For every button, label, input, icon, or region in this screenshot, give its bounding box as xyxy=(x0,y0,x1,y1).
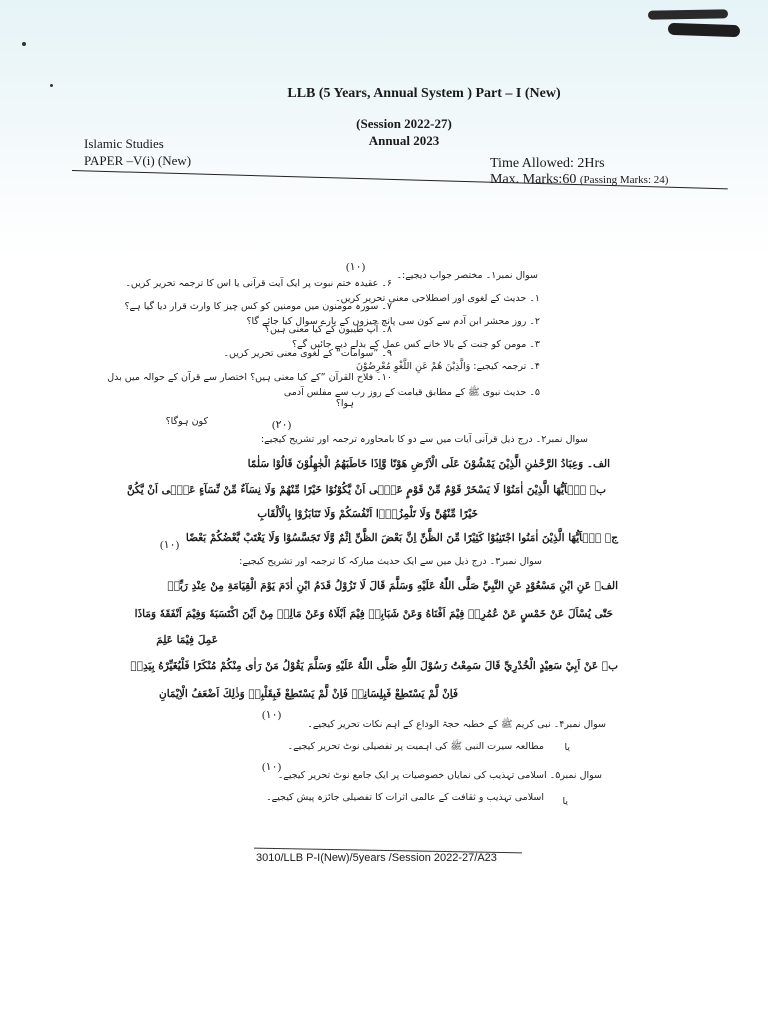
time-allowed: Time Allowed: 2Hrs xyxy=(490,156,605,171)
q4-or: یا xyxy=(564,742,570,753)
q1-item: ہوا؟ xyxy=(335,398,354,409)
q5-heading: سوال نمبر۵۔ اسلامی تہذیب کی نمایاں خصوصیات پر ایک جامع نوٹ تحریر کیجیے۔ xyxy=(277,770,602,781)
q1-item: ۴۔ ترجمہ کیجیے: وَالَّذِيْنَ هُمْ عَنِ اللَّغْوِ مُعْرِضُوْنَ xyxy=(355,361,540,372)
q2-verse: ب۔ يٰۤاَيُّهَا الَّذِيْنَ اٰمَنُوْا لَا يَسْخَرْ قَوْمٌ مِّنْ قَوْمٍ عَسٰۤى اَنْ يَّكُوْنُوْا خَيْرًا مِّنْهُمْ وَلَا نِسَآءٌ مِّنْ نِّسَآءٍ عَسٰۤى اَنْ يَّكُنَّ xyxy=(126,484,606,496)
q3-hadith: فَاِنْ لَّمْ يَسْتَطِعْ فَبِلِسَانِهٖ فَاِنْ لَّمْ يَسْتَطِعْ فَبِقَلْبِهٖ وَذٰلِكَ اَضْعَفُ الْاِيْمَانِ xyxy=(159,688,458,700)
q3-hadith: الف۔ عَنِ ابْنِ مَسْعُوْدٍ عَنِ النَّبِيِّ صَلَّى اللّٰهُ عَلَيْهِ وَسَلَّمَ قَالَ لَا تَزُوْلُ قَدَمُ ابْنِ اٰدَمَ يَوْمَ الْقِيَامَةِ مِنْ عِنْدِ رَبِّهٖ xyxy=(167,580,618,592)
q2-heading: سوال نمبر۲۔ درج ذیل قرآنی آیات میں سے دو کا بامحاورہ ترجمہ اور تشریح کیجیے: xyxy=(260,434,588,445)
redaction-mark xyxy=(668,23,740,38)
q5-alt: اسلامی تہذیب و ثقافت کے عالمی اثرات کا تفصیلی جائزہ پیش کیجیے۔ xyxy=(266,792,544,803)
scan-speck xyxy=(22,42,26,46)
q1-item: ۵۔ حدیث نبوی ﷺ کے مطابق قیامت کے روز رب سے مفلس آدمی xyxy=(283,387,540,398)
q5-or: یا xyxy=(562,796,568,807)
q4-marks: (۱۰) xyxy=(262,709,282,721)
q3-hadith: ب۔ عَنْ اَبِيْ سَعِيْدٍ الْخُدْرِيِّ قَالَ سَمِعْتُ رَسُوْلَ اللّٰهِ صَلَّى اللّٰهُ عَلَيْهِ وَسَلَّمَ يَقُوْلُ مَنْ رَاٰى مِنْكُمْ مُنْكَرًا فَلْيُغَيِّرْهُ بِيَدِهٖ xyxy=(130,660,618,672)
q1-item: ۶۔ عقیدہ ختم نبوت پر ایک آیت قرآنی یا اس کا ترجمہ تحریر کریں۔ xyxy=(125,278,392,289)
q1-heading: سوال نمبر۱۔ مختصر جواب دیجیے:۔ xyxy=(396,270,538,281)
paper-label: PAPER –V(i) (New) xyxy=(84,153,192,168)
q2-marks: (۲۰) xyxy=(272,419,292,431)
max-marks-value: Max. Marks:60 xyxy=(490,172,577,187)
q1-item: ۸۔ آپ طیبون کے کیا معنی ہیں؟ xyxy=(264,324,392,335)
q2-verse: الف۔ وَعِبَادُ الرَّحْمٰنِ الَّذِيْنَ يَمْشُوْنَ عَلَى الْاَرْضِ هَوْنًا وَّاِذَا خَاطَبَهُمُ الْجٰهِلُوْنَ قَالُوْا سَلٰمًا xyxy=(247,458,610,470)
q4-heading: سوال نمبر۴۔ نبی کریم ﷺ کے خطبہ حجۃ الوداع کے اہم نکات تحریر کیجیے۔ xyxy=(307,719,606,730)
q1-item: ۷۔ سورہ مومنون میں مومنین کو کس چیز کا وارث قرار دیا گیا ہے؟ xyxy=(124,301,392,312)
passing-marks: (Passing Marks: 24) xyxy=(579,174,669,186)
redaction-mark xyxy=(648,9,728,19)
q1-item: ۱۰۔ فلاح القرآن ”کے کیا معنی ہیں؟ اختصار سے قرآن کے حوالہ میں بدل xyxy=(107,372,392,383)
q1-item: کون ہوگا؟ xyxy=(165,416,208,427)
paper-code: 3010/LLB P-I(New)/5years /Session 2022-27/A23 xyxy=(256,852,497,864)
annual-label: Annual 2023 xyxy=(368,133,440,148)
q1-marks: (۱۰) xyxy=(346,261,366,273)
exam-title: LLB (5 Years, Annual System ) Part – I (New) xyxy=(287,86,561,101)
q2-verse: ج۔ يٰۤاَيُّهَا الَّذِيْنَ اٰمَنُوا اجْتَنِبُوْا كَثِيْرًا مِّنَ الظَّنِّ اِنَّ بَعْضَ الظَّنِّ اِثْمٌ وَّلَا تَجَسَّسُوْا وَلَا يَغْتَبْ بَّعْضُكُمْ بَعْضًا xyxy=(185,532,618,544)
q3-hadith: حَتّٰى يُسْاَلَ عَنْ خَمْسٍ عَنْ عُمُرِهٖ فِيْمَ اَفْنَاهُ وَعَنْ شَبَابِهٖ فِيْمَ اَبْلَاهُ وَعَنْ مَالِهٖ مِنْ اَيْنَ اكْتَسَبَهٗ وَفِيْمَ اَنْفَقَهٗ وَمَاذَا xyxy=(134,608,613,620)
q1-item: ۳۔ مومن کو جنت کے بالا خانے کس عمل کے بدلے دیے جائیں گے؟ xyxy=(291,339,540,350)
q5-marks: (۱۰) xyxy=(262,761,282,773)
q3-heading: سوال نمبر۳۔ درج ذیل میں سے ایک حدیث مبارکہ کا ترجمہ اور تشریح کیجیے: xyxy=(239,556,542,567)
q4-alt: مطالعہ سیرت النبی ﷺ کی اہمیت پر تفصیلی نوٹ تحریر کیجیے۔ xyxy=(287,741,544,752)
q1-item: ۲۔ روز محشر ابن آدم سے کون سی پانچ چیزوں کے بارے سوال کیا جائے گا؟ xyxy=(246,316,540,327)
q3-hadith: عَمِلَ فِيْمَا عَلِمَ xyxy=(156,634,218,646)
q1-item: ۹۔ ”سوامات“ کے لغوی معنی تحریر کریں۔ xyxy=(223,348,392,359)
session-label: (Session 2022-27) xyxy=(356,116,452,131)
q1-item: ۱۔ حدیث کے لغوی اور اصطلاحی معنی تحریر کریں۔ xyxy=(335,293,540,304)
q3-marks: (۱۰) xyxy=(160,539,180,551)
q2-verse: خَيْرًا مِّنْهُنَّ وَلَا تَلْمِزُوْۤا اَنْفُسَكُمْ وَلَا تَنَابَزُوْا بِالْاَلْقَابِ xyxy=(257,508,478,520)
subject-label: Islamic Studies xyxy=(84,136,164,151)
